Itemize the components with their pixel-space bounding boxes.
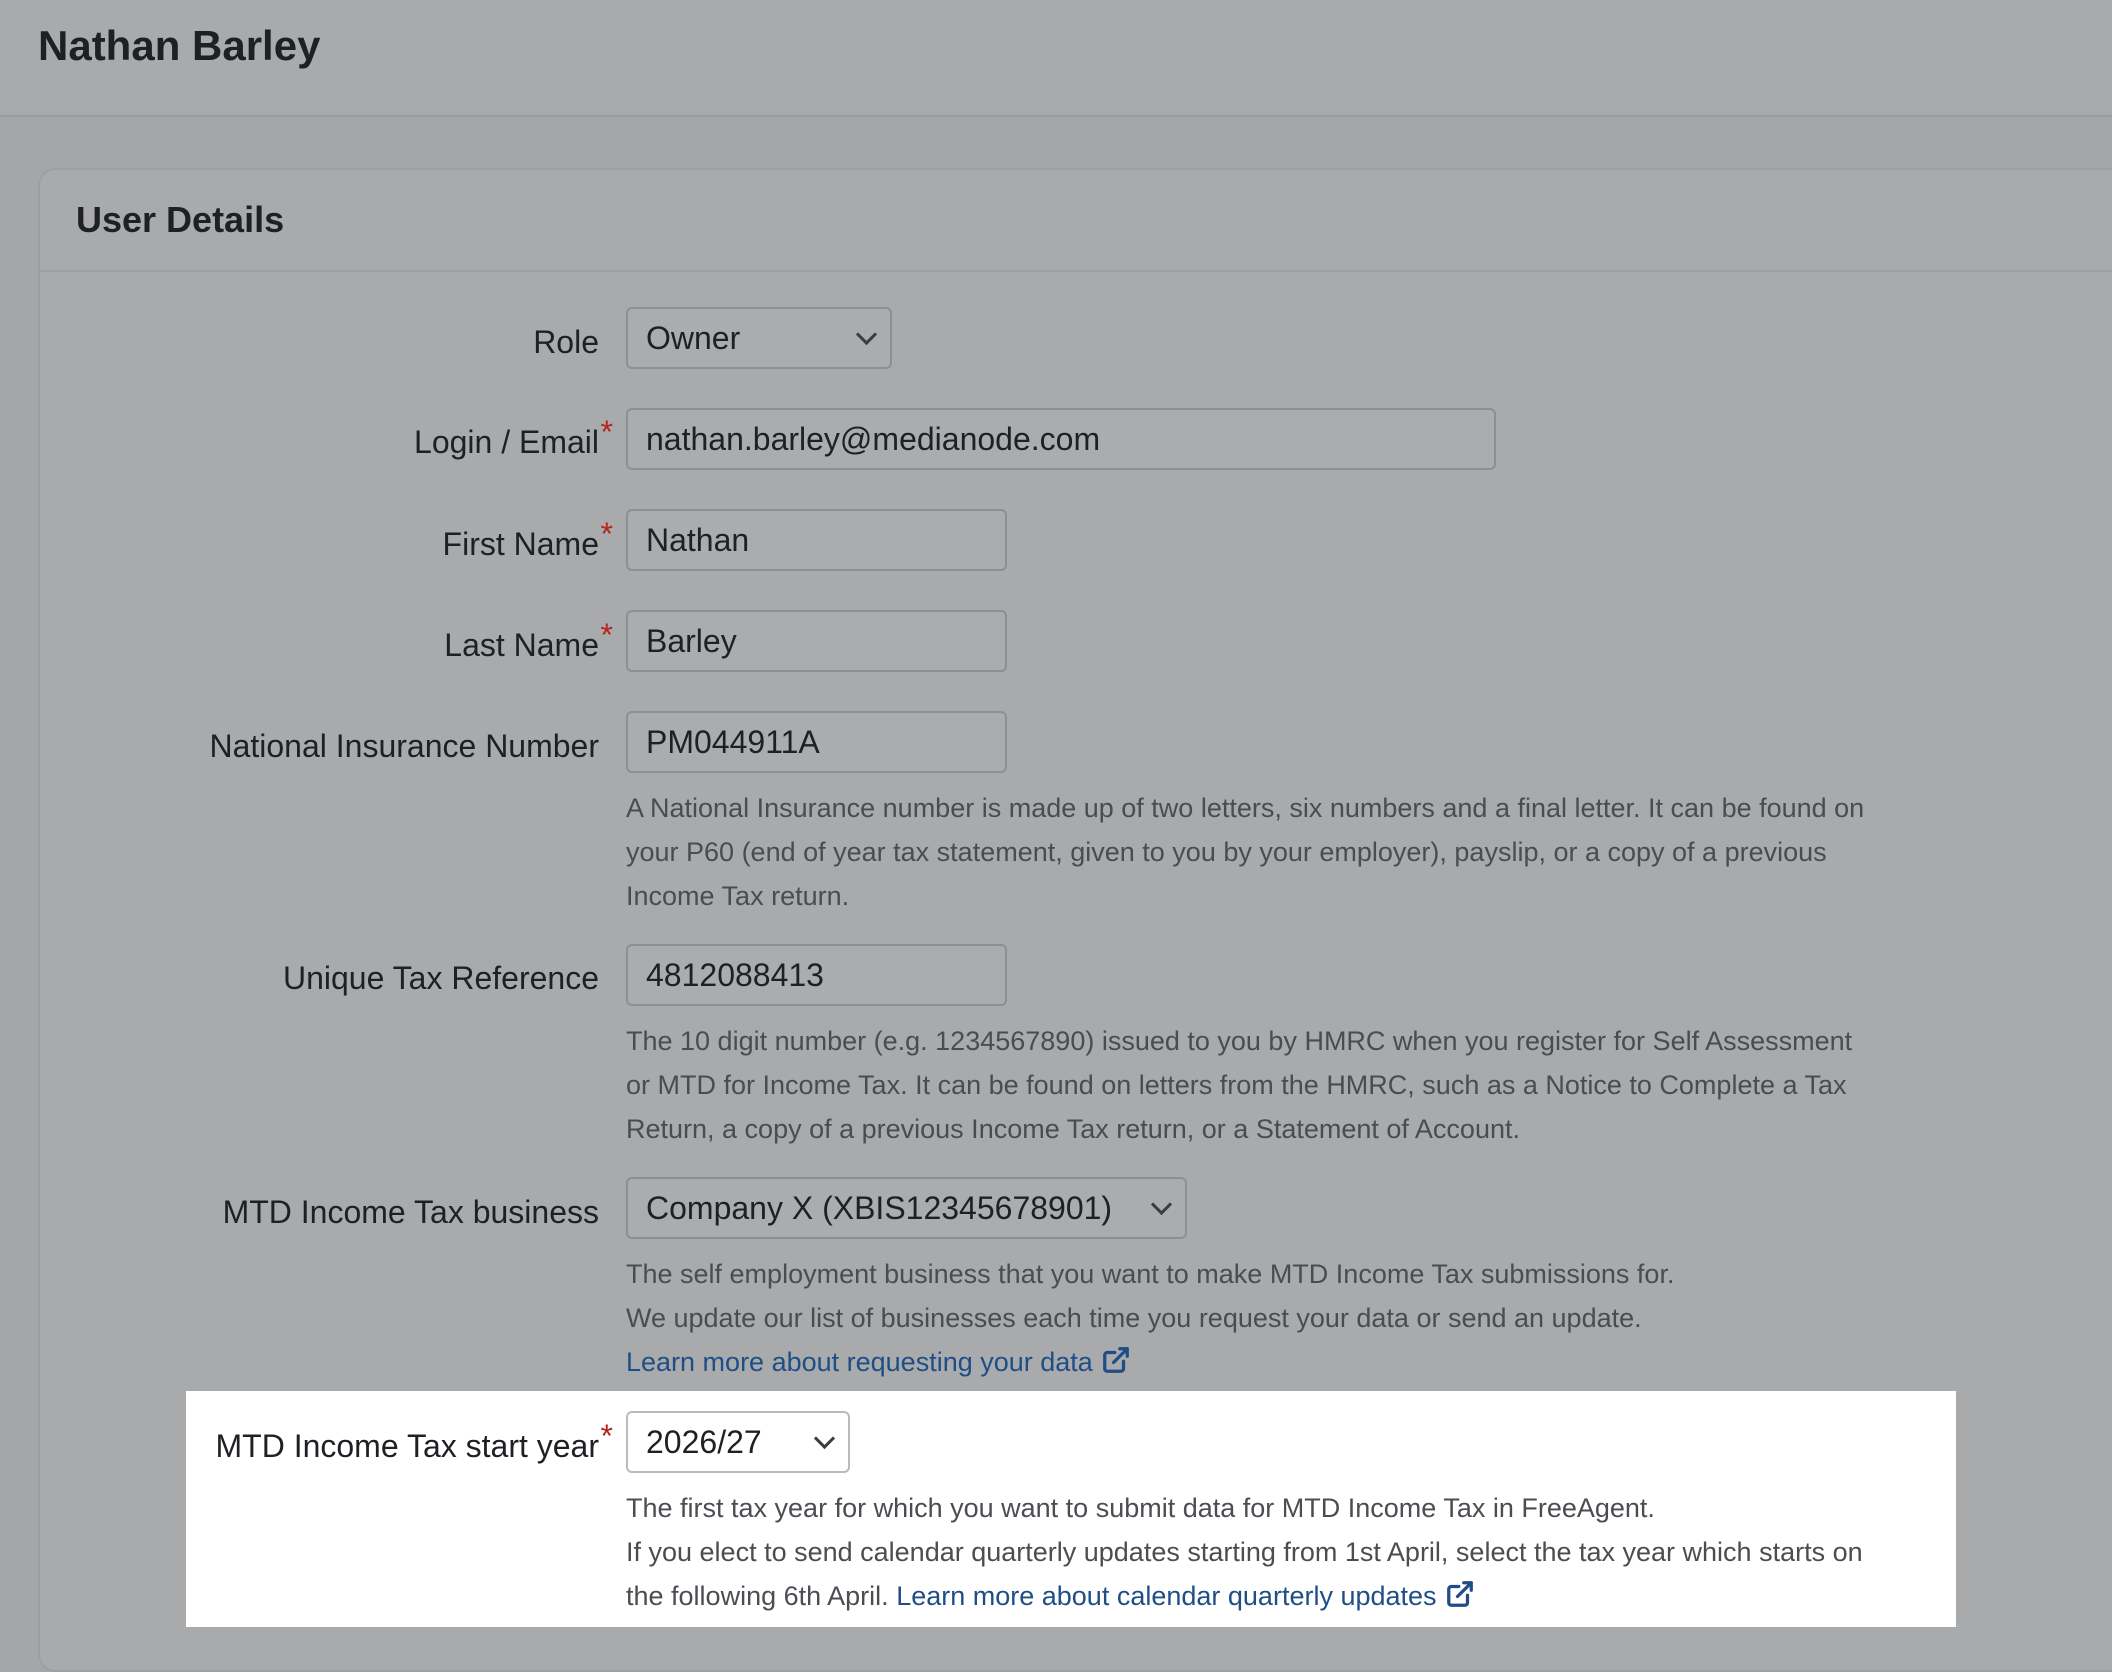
utr-field[interactable] <box>626 944 1007 1006</box>
first-name-label: First Name * <box>442 516 613 562</box>
panel-title: User Details <box>76 199 285 240</box>
mtd-business-label: MTD Income Tax business <box>222 1194 599 1230</box>
required-marker: * <box>600 516 613 552</box>
first-name-field[interactable] <box>626 509 1007 571</box>
last-name-label: Last Name * <box>444 617 613 663</box>
required-marker: * <box>600 414 613 450</box>
mtd-start-year-label: MTD Income Tax start year * <box>215 1418 613 1464</box>
page-title: Nathan Barley <box>38 22 321 69</box>
required-marker: * <box>600 1418 613 1454</box>
mtd-start-year-help: The first tax year for which you want to submit data for MTD Income Tax in FreeAgent. If you elect to send calendar quarterly updates starting from 1st April, select the tax year which starts on the following 6th April. Learn more about calendar quarterly updates <box>626 1493 1863 1611</box>
last-name-field[interactable] <box>626 610 1007 672</box>
chevron-down-icon <box>1151 1194 1172 1215</box>
email-label: Login / Email * <box>414 414 613 460</box>
email-field[interactable] <box>626 408 1496 470</box>
ni-number-field[interactable] <box>626 711 1007 773</box>
requesting-data-link[interactable]: Learn more about requesting your data <box>626 1347 1093 1377</box>
utr-label: Unique Tax Reference <box>282 960 599 996</box>
external-link-icon[interactable] <box>1445 1579 1475 1609</box>
utr-help: The 10 digit number (e.g. 1234567890) issued to you by HMRC when you register for Self Assessment or MTD for Income Tax. It can be found on letters from the HMRC, such as a Notice to Complete a Tax Return, a copy of a previous Income Tax return, or a Statement of Account. <box>626 1026 1853 1144</box>
role-select[interactable]: Owner <box>626 307 892 369</box>
chevron-down-icon <box>814 1428 835 1449</box>
mtd-business-help: The self employment business that you want to make MTD Income Tax submissions for. We update our list of businesses each time you request your data or send an update. Learn more about requesting your data <box>626 1259 1675 1377</box>
ni-number-help: A National Insurance number is made up of two letters, six numbers and a final letter. It can be found on your P60 (end of year tax statement, given to you by your employer), payslip, or a copy of a previous Income Tax return. <box>626 793 1865 911</box>
page-header <box>0 0 2112 117</box>
external-link-icon[interactable] <box>1101 1345 1131 1375</box>
calendar-quarterly-link[interactable]: Learn more about calendar quarterly updates <box>896 1581 1437 1611</box>
required-marker: * <box>600 617 613 653</box>
role-label: Role <box>533 324 599 360</box>
panel-header <box>40 170 2112 272</box>
mtd-business-select[interactable]: Company X (XBIS12345678901) <box>626 1177 1187 1239</box>
ni-number-label: National Insurance Number <box>209 728 599 764</box>
chevron-down-icon <box>856 324 877 345</box>
mtd-start-year-select[interactable]: 2026/27 <box>626 1411 850 1473</box>
